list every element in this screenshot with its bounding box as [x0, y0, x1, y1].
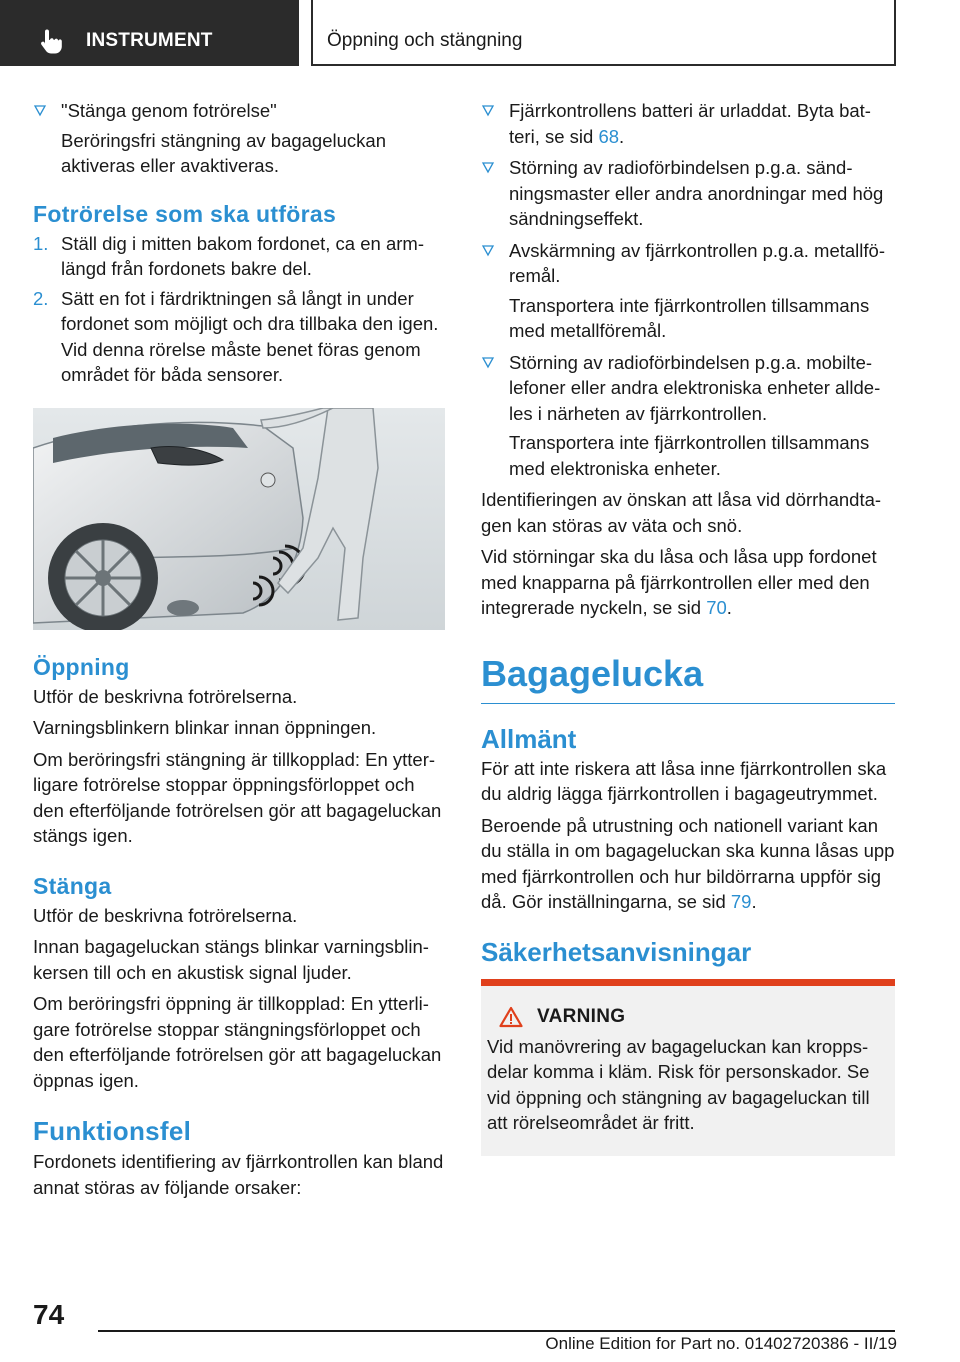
paragraph: Identifieringen av önskan att låsa vid dörrhandtagen kan störas av väta och snö. — [481, 489, 882, 536]
paragraph: Varningsblinkern blinkar innan öppningen. — [33, 717, 377, 738]
triangle-bullet-icon — [481, 161, 495, 175]
step-text: Ställ dig i mitten bakom fordonet, ca en armlängd från fordonets bakre del. — [61, 232, 424, 279]
left-column — [33, 98, 445, 1200]
chapter-heading — [481, 651, 895, 704]
heading-movement: Fotrörelse som ska utföras — [33, 200, 337, 227]
heading-malfunction: Funktionsfel — [33, 1116, 192, 1146]
bullet-extra: Transportera inte fjärrkontrollen tillsammans med elektroniska enheter. — [509, 432, 870, 479]
footer-edition: Online Edition for Part no. 01402720386 - II/19 — [545, 1334, 897, 1353]
list-item — [33, 98, 445, 179]
triangle-bullet-icon — [33, 104, 47, 118]
paragraph: Vid störningar ska du låsa och låsa upp fordonet med knapparna på fjärrkontrollen eller med den integrerade nyckeln, se sid 70. — [481, 546, 877, 618]
bullet-text: Fjärrkontrollens batteri är urladdat. Byta batteri, se sid — [509, 100, 871, 147]
bullet-title: "Stänga genom fotrörelse" — [61, 100, 277, 121]
heading-safety: Säkerhetsanvisningar — [481, 936, 752, 967]
paragraph: Om beröringsfri öppning är tillkopplad: En ytterligare fotrörelse stoppar stängningsförloppet och den efterföljande fotrörelsen gör att bagageluckan öppnas igen. — [33, 993, 442, 1091]
chapter-tab[interactable] — [311, 0, 896, 66]
list-item — [481, 155, 895, 232]
list-item — [481, 350, 895, 482]
bullet-extra: Transportera inte fjärrkontrollen tillsammans med metallföremål. — [509, 294, 870, 341]
paragraph: Utför de beskrivna fotrörelserna. — [33, 685, 298, 707]
warning-text: Vid manövrering av bagageluckan kan kroppsdelar komma i kläm. Risk för personskador. Se vid öppning och stängning av bagageluckan till att rörelseområdet är fritt. — [487, 1035, 870, 1133]
bullet-text: Beröringsfri stängning av bagageluckan aktiveras eller avaktiveras. — [61, 129, 386, 176]
section-tab[interactable] — [0, 0, 299, 66]
paragraph: Utför de beskrivna fotrörelserna. — [33, 904, 298, 926]
bullet-text: Störning av radioförbindelsen p.g.a. mobiltelefoner eller andra elektroniska enheter alldeles i närheten av fjärrkontrollen. — [509, 351, 881, 424]
paragraph: Om beröringsfri stängning är tillkopplad: En ytterligare fotrörelse stoppar öppningsförloppet och den efterföljande fotrörelsen gör att bagageluckan stängs igen. — [33, 748, 442, 846]
right-column — [481, 98, 895, 1156]
chapter-title-bagagelucka: Bagagelucka — [481, 652, 704, 694]
bullet-text: Störning av radioförbindelsen p.g.a. sändningsmaster eller andra anordningar med hög sändningseffekt. — [509, 157, 884, 229]
triangle-bullet-icon — [481, 104, 495, 118]
paragraph: Fordonets identifiering av fjärrkontrollen kan bland annat störas av följande orsaker: — [33, 1151, 444, 1198]
triangle-bullet-icon — [481, 356, 495, 370]
chapter-title: Öppning och stängning — [327, 30, 523, 51]
warning-title: VARNING — [537, 1005, 626, 1027]
paragraph: Beroende på utrustning och nationell variant kan du ställa in om bagageluckan ska kunna låsas upp med fjärrkontrollen och hur bildörrarna uppför sig då. Gör inställningarna, se sid 79. — [481, 814, 895, 912]
foot-gesture-illustration — [33, 408, 445, 630]
heading-opening: Öppning — [33, 653, 130, 680]
page-link[interactable]: 68 — [598, 125, 620, 147]
pointing-hand-icon — [40, 28, 62, 54]
paragraph: Innan bagageluckan stängs blinkar varningsblinkersen till och en akustisk signal ljuder. — [33, 936, 429, 983]
bullet-text: Avskärmning av fjärrkontrollen p.g.a. metallföremål. — [509, 239, 886, 286]
warning-box — [481, 979, 895, 1156]
step-number: 1. — [33, 232, 49, 254]
paragraph: För att inte riskera att låsa inne fjärrkontrollen ska du aldrig lägga fjärrkontrollen i bagageutrymmet. — [481, 757, 887, 804]
footer-divider — [98, 1330, 895, 1332]
heading-general: Allmänt — [481, 723, 577, 754]
step-item — [33, 231, 445, 282]
page-link[interactable]: 70 — [706, 597, 727, 618]
page-number: 74 — [33, 1299, 65, 1330]
step-item — [33, 286, 445, 388]
list-item — [481, 238, 895, 344]
step-number: 2. — [33, 287, 49, 309]
warning-triangle-icon — [499, 1006, 523, 1028]
section-title: INSTRUMENT — [86, 30, 213, 51]
list-item: Fjärrkontrollens batteri är urladdat. Byta batteri, se sid 68. — [481, 98, 895, 149]
page-link[interactable]: 79 — [730, 891, 752, 912]
heading-closing: Stänga — [33, 872, 112, 899]
triangle-bullet-icon — [481, 244, 495, 258]
step-text: Sätt en fot i färdriktningen så långt in under fordonet som möjligt och dra tillbaka den igen. Vid denna rörelse måste benet föras genom området för båda sensorer. — [61, 287, 439, 385]
